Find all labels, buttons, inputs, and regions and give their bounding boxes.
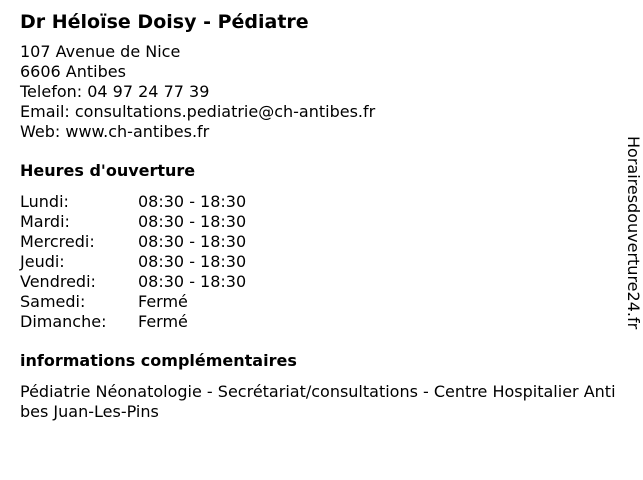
site-watermark: Horairesdouverture24.fr <box>624 136 643 330</box>
address-city: 6606 Antibes <box>20 62 126 81</box>
hours-time: 08:30 - 18:30 <box>138 192 247 211</box>
hours-row-monday <box>20 192 620 212</box>
hours-row-sunday <box>20 312 620 332</box>
hours-row-friday <box>20 272 620 292</box>
hours-time: 08:30 - 18:30 <box>138 232 247 251</box>
additional-info-heading: informations complémentaires <box>20 351 297 370</box>
hours-day: Mardi: <box>20 212 70 231</box>
hours-day: Lundi: <box>20 192 69 211</box>
email-line: Email: consultations.pediatrie@ch-antibes.fr <box>20 102 376 121</box>
hours-row-tuesday <box>20 212 620 232</box>
hours-time: Fermé <box>138 312 188 331</box>
hours-day: Jeudi: <box>20 252 65 271</box>
hours-day: Samedi: <box>20 292 86 311</box>
hours-row-thursday <box>20 252 620 272</box>
hours-time: 08:30 - 18:30 <box>138 272 247 291</box>
address-street: 107 Avenue de Nice <box>20 42 181 61</box>
hours-time: 08:30 - 18:30 <box>138 252 247 271</box>
hours-row-wednesday <box>20 232 620 252</box>
opening-hours-table <box>20 192 620 332</box>
opening-hours-heading: Heures d'ouverture <box>20 161 196 180</box>
business-card <box>20 10 620 422</box>
hours-time: Fermé <box>138 292 188 311</box>
page-title: Dr Héloïse Doisy - Pédiatre <box>20 11 309 33</box>
hours-day: Dimanche: <box>20 312 107 331</box>
hours-row-saturday <box>20 292 620 312</box>
hours-day: Mercredi: <box>20 232 95 251</box>
hours-time: 08:30 - 18:30 <box>138 212 247 231</box>
additional-info-text: Pédiatrie Néonatologie - Secrétariat/consultations - Centre Hospitalier Antibes Juan-Les-Pins <box>20 382 616 421</box>
phone-line: Telefon: 04 97 24 77 39 <box>20 82 210 101</box>
web-line: Web: www.ch-antibes.fr <box>20 122 210 141</box>
address-block <box>20 42 620 142</box>
hours-day: Vendredi: <box>20 272 96 291</box>
